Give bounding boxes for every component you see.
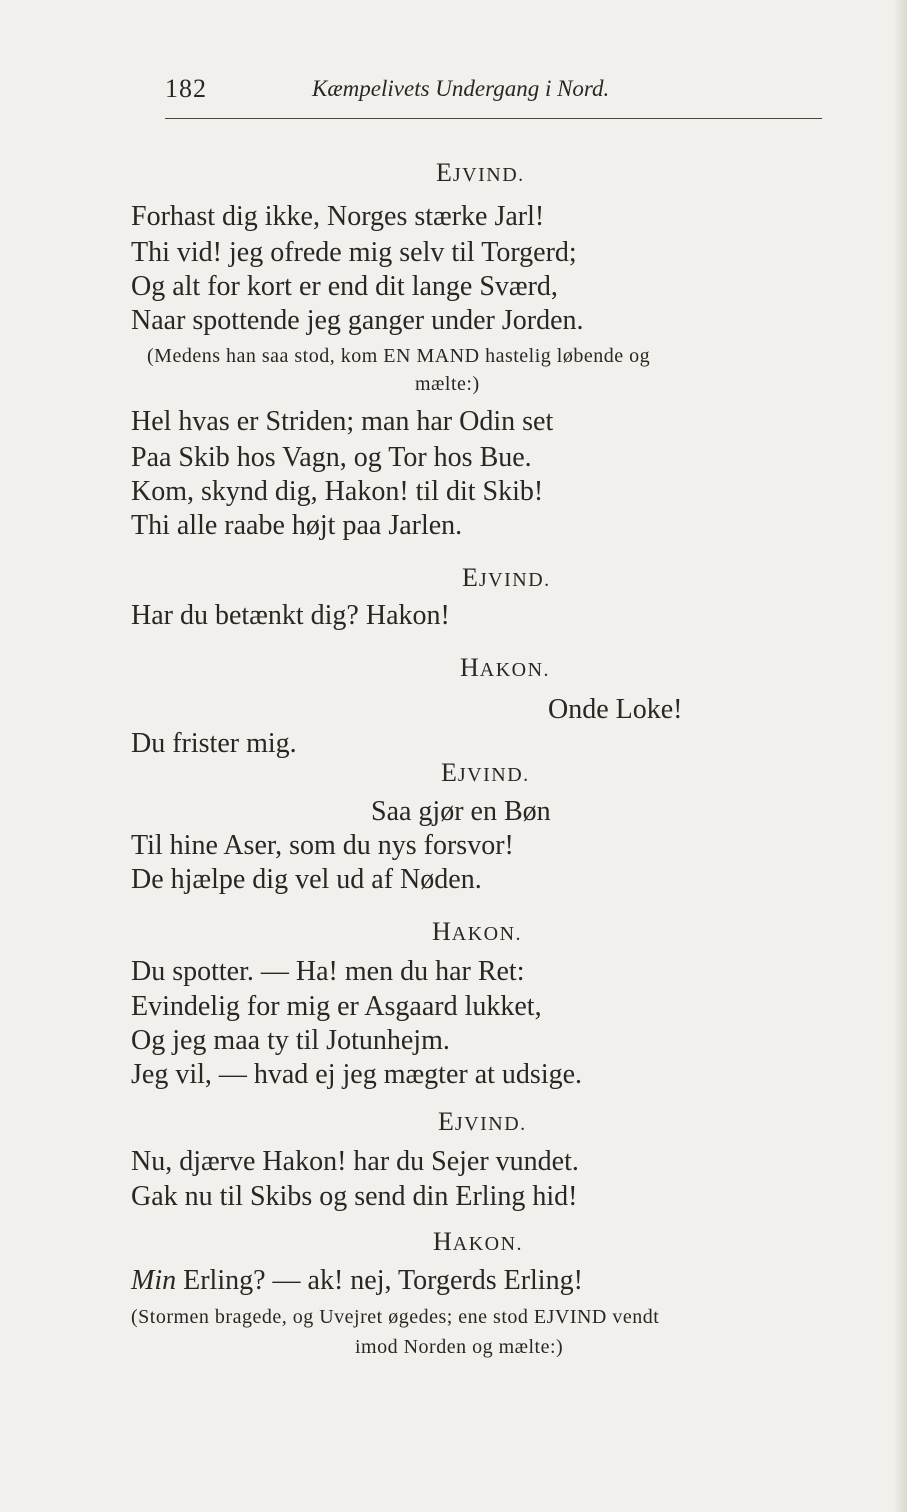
verse-line: Kom, skynd dig, Hakon! til dit Skib! (131, 476, 544, 507)
stage-direction: imod Norden og mælte:) (355, 1336, 564, 1358)
speaker-hakon: HAKON. (460, 653, 551, 682)
verse-line: Jeg vil, — hvad ej jeg mægter at udsige. (131, 1059, 583, 1090)
verse-line: Forhast dig ikke, Norges stærke Jarl! (131, 201, 545, 232)
verse-line (131, 1267, 583, 1295)
verse-line: Hel hvas er Striden; man har Odin set (131, 406, 554, 437)
stage-direction: mælte:) (415, 373, 480, 395)
verse-line: De hjælpe dig vel ud af Nøden. (131, 864, 482, 895)
verse-line: Og alt for kort er end dit lange Sværd, (131, 271, 558, 302)
verse-line-rest: Erling? — ak! nej, Torgerds Erling! (176, 1265, 583, 1296)
speaker-ejvind: EJVIND. (441, 758, 530, 787)
verse-line: Thi alle raabe højt paa Jarlen. (131, 510, 463, 541)
verse-line: Onde Loke! (548, 694, 683, 725)
verse-line: Du frister mig. (131, 728, 297, 759)
running-title: Kæmpelivets Undergang i Nord. (312, 76, 610, 101)
page-number: 182 (165, 74, 207, 103)
speaker-ejvind: EJVIND. (436, 158, 525, 187)
speaker-hakon: HAKON. (433, 1227, 524, 1256)
verse-line: Nu, djærve Hakon! har du Sejer vundet. (131, 1146, 579, 1177)
verse-line: Gak nu til Skibs og send din Erling hid! (131, 1181, 578, 1212)
verse-line: Thi vid! jeg ofrede mig selv til Torgerd; (131, 237, 577, 268)
speaker-ejvind: EJVIND. (438, 1107, 527, 1136)
verse-line: Du spotter. — Ha! men du har Ret: (131, 956, 525, 987)
verse-line: Paa Skib hos Vagn, og Tor hos Bue. (131, 442, 532, 473)
stage-direction: (Medens han saa stod, kom EN MAND hastelig løbende og (147, 345, 651, 367)
speaker-hakon: HAKON. (432, 917, 523, 946)
verse-line: Har du betænkt dig? Hakon! (131, 600, 450, 631)
verse-line: Evindelig for mig er Asgaard lukket, (131, 991, 542, 1022)
stage-direction: (Stormen bragede, og Uvejret øgedes; ene stod EJVIND vendt (131, 1306, 660, 1328)
emphasis-word: Min (131, 1265, 177, 1296)
page-header (0, 74, 907, 110)
header-rule (165, 118, 822, 119)
verse-line: Naar spottende jeg ganger under Jorden. (131, 305, 584, 336)
speaker-ejvind: EJVIND. (462, 563, 551, 592)
verse-line: Saa gjør en Bøn (371, 796, 551, 827)
verse-line: Og jeg maa ty til Jotunhejm. (131, 1025, 450, 1056)
page-edge-shadow (893, 0, 907, 1512)
verse-line: Til hine Aser, som du nys forsvor! (131, 830, 514, 861)
